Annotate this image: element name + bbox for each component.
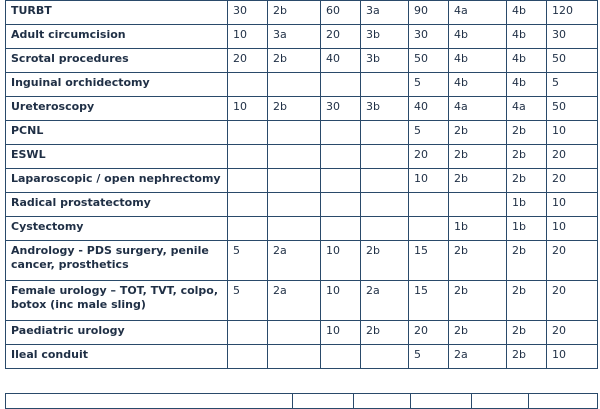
value-cell: 15 bbox=[409, 281, 449, 321]
value-cell: 5 bbox=[409, 73, 449, 97]
table-row bbox=[6, 321, 598, 345]
value-cell: 4b bbox=[507, 73, 547, 97]
table-cell bbox=[293, 394, 354, 409]
value-cell: 10 bbox=[321, 321, 361, 345]
value-cell: 2b bbox=[507, 241, 547, 281]
value-cell: 2a bbox=[268, 241, 321, 281]
value-cell bbox=[268, 169, 321, 193]
table-cell bbox=[354, 394, 411, 409]
value-cell: 15 bbox=[409, 241, 449, 281]
value-cell: 2b bbox=[507, 169, 547, 193]
value-cell: 40 bbox=[321, 49, 361, 73]
table-row bbox=[6, 49, 598, 73]
value-cell: 30 bbox=[547, 25, 598, 49]
table-row bbox=[6, 217, 598, 241]
value-cell: 2b bbox=[449, 145, 507, 169]
value-cell: 2a bbox=[361, 281, 409, 321]
procedure-name-cell: Radical prostatectomy bbox=[6, 193, 228, 217]
table-row bbox=[6, 97, 598, 121]
value-cell bbox=[268, 193, 321, 217]
value-cell: 30 bbox=[321, 97, 361, 121]
value-cell: 50 bbox=[547, 49, 598, 73]
procedure-name-cell: Laparoscopic / open nephrectomy bbox=[6, 169, 228, 193]
value-cell bbox=[409, 193, 449, 217]
value-cell: 4a bbox=[507, 97, 547, 121]
value-cell bbox=[361, 145, 409, 169]
value-cell: 2b bbox=[268, 97, 321, 121]
value-cell: 4b bbox=[507, 1, 547, 25]
value-cell: 2b bbox=[507, 281, 547, 321]
table-row bbox=[6, 1, 598, 25]
table-row bbox=[6, 73, 598, 97]
value-cell bbox=[361, 193, 409, 217]
value-cell: 2b bbox=[449, 169, 507, 193]
value-cell: 2a bbox=[449, 345, 507, 369]
value-cell: 20 bbox=[409, 145, 449, 169]
procedure-name-cell: Adult circumcision bbox=[6, 25, 228, 49]
value-cell: 50 bbox=[547, 97, 598, 121]
next-table-header bbox=[5, 393, 598, 409]
next-table-row bbox=[6, 394, 598, 409]
value-cell bbox=[268, 73, 321, 97]
value-cell: 2b bbox=[268, 1, 321, 25]
value-cell: 5 bbox=[409, 345, 449, 369]
table-row bbox=[6, 145, 598, 169]
procedure-name-cell: Scrotal procedures bbox=[6, 49, 228, 73]
value-cell bbox=[321, 169, 361, 193]
value-cell: 20 bbox=[409, 321, 449, 345]
value-cell: 40 bbox=[409, 97, 449, 121]
value-cell: 10 bbox=[228, 25, 268, 49]
value-cell: 4b bbox=[449, 73, 507, 97]
procedure-name-cell: Female urology – TOT, TVT, colpo, botox (inc male sling) bbox=[6, 281, 228, 321]
table-cell bbox=[472, 394, 529, 409]
procedure-name-cell: Inguinal orchidectomy bbox=[6, 73, 228, 97]
value-cell: 2b bbox=[507, 345, 547, 369]
value-cell: 10 bbox=[547, 217, 598, 241]
value-cell: 30 bbox=[228, 1, 268, 25]
value-cell bbox=[321, 73, 361, 97]
value-cell bbox=[228, 169, 268, 193]
value-cell: 2b bbox=[507, 145, 547, 169]
value-cell: 20 bbox=[547, 145, 598, 169]
value-cell bbox=[321, 121, 361, 145]
value-cell bbox=[228, 321, 268, 345]
table-row bbox=[6, 241, 598, 281]
value-cell: 2b bbox=[507, 321, 547, 345]
value-cell: 10 bbox=[321, 241, 361, 281]
procedure-name-cell: Ureteroscopy bbox=[6, 97, 228, 121]
value-cell: 2b bbox=[507, 121, 547, 145]
value-cell: 20 bbox=[321, 25, 361, 49]
procedure-name-cell: Andrology - PDS surgery, penile cancer, prosthetics bbox=[6, 241, 228, 281]
value-cell: 1b bbox=[449, 217, 507, 241]
table-row bbox=[6, 345, 598, 369]
value-cell: 3a bbox=[361, 1, 409, 25]
value-cell: 3b bbox=[361, 25, 409, 49]
table-cell bbox=[411, 394, 472, 409]
table-cell bbox=[529, 394, 598, 409]
value-cell bbox=[361, 217, 409, 241]
value-cell: 10 bbox=[228, 97, 268, 121]
value-cell: 20 bbox=[228, 49, 268, 73]
value-cell: 3b bbox=[361, 49, 409, 73]
value-cell bbox=[228, 145, 268, 169]
value-cell bbox=[361, 73, 409, 97]
value-cell bbox=[268, 217, 321, 241]
value-cell: 1b bbox=[507, 217, 547, 241]
value-cell: 20 bbox=[547, 321, 598, 345]
table-row bbox=[6, 281, 598, 321]
value-cell: 2a bbox=[268, 281, 321, 321]
procedure-name-cell: TURBT bbox=[6, 1, 228, 25]
value-cell: 4b bbox=[507, 25, 547, 49]
value-cell bbox=[321, 193, 361, 217]
value-cell bbox=[449, 193, 507, 217]
value-cell: 4a bbox=[449, 1, 507, 25]
value-cell: 10 bbox=[547, 121, 598, 145]
value-cell: 10 bbox=[547, 193, 598, 217]
procedure-name-cell: Paediatric urology bbox=[6, 321, 228, 345]
value-cell: 30 bbox=[409, 25, 449, 49]
procedures-table bbox=[5, 0, 598, 369]
value-cell: 1b bbox=[507, 193, 547, 217]
table-row bbox=[6, 121, 598, 145]
value-cell: 10 bbox=[409, 169, 449, 193]
value-cell: 2b bbox=[268, 49, 321, 73]
value-cell bbox=[321, 345, 361, 369]
value-cell: 10 bbox=[321, 281, 361, 321]
value-cell: 120 bbox=[547, 1, 598, 25]
table-row bbox=[6, 25, 598, 49]
value-cell: 2b bbox=[361, 321, 409, 345]
value-cell: 5 bbox=[228, 281, 268, 321]
value-cell: 2b bbox=[361, 241, 409, 281]
value-cell bbox=[228, 73, 268, 97]
value-cell: 5 bbox=[409, 121, 449, 145]
value-cell bbox=[228, 193, 268, 217]
value-cell bbox=[361, 169, 409, 193]
table-cell bbox=[6, 394, 293, 409]
value-cell bbox=[321, 145, 361, 169]
value-cell: 2b bbox=[449, 121, 507, 145]
value-cell: 90 bbox=[409, 1, 449, 25]
value-cell bbox=[268, 321, 321, 345]
value-cell: 50 bbox=[409, 49, 449, 73]
procedure-name-cell: Ileal conduit bbox=[6, 345, 228, 369]
value-cell bbox=[361, 345, 409, 369]
procedure-name-cell: PCNL bbox=[6, 121, 228, 145]
value-cell: 2b bbox=[449, 241, 507, 281]
value-cell: 20 bbox=[547, 281, 598, 321]
procedure-name-cell: ESWL bbox=[6, 145, 228, 169]
value-cell: 20 bbox=[547, 169, 598, 193]
value-cell: 3b bbox=[361, 97, 409, 121]
value-cell bbox=[268, 345, 321, 369]
value-cell bbox=[228, 345, 268, 369]
table-row bbox=[6, 193, 598, 217]
value-cell: 20 bbox=[547, 241, 598, 281]
table-row bbox=[6, 169, 598, 193]
value-cell bbox=[361, 121, 409, 145]
value-cell: 4a bbox=[449, 97, 507, 121]
value-cell: 5 bbox=[547, 73, 598, 97]
value-cell: 5 bbox=[228, 241, 268, 281]
value-cell bbox=[268, 145, 321, 169]
value-cell: 2b bbox=[449, 321, 507, 345]
value-cell: 4b bbox=[507, 49, 547, 73]
value-cell: 4b bbox=[449, 49, 507, 73]
value-cell: 2b bbox=[449, 281, 507, 321]
value-cell bbox=[228, 217, 268, 241]
value-cell: 60 bbox=[321, 1, 361, 25]
value-cell bbox=[228, 121, 268, 145]
value-cell: 10 bbox=[547, 345, 598, 369]
value-cell bbox=[409, 217, 449, 241]
value-cell bbox=[268, 121, 321, 145]
procedure-name-cell: Cystectomy bbox=[6, 217, 228, 241]
value-cell bbox=[321, 217, 361, 241]
value-cell: 4b bbox=[449, 25, 507, 49]
value-cell: 3a bbox=[268, 25, 321, 49]
